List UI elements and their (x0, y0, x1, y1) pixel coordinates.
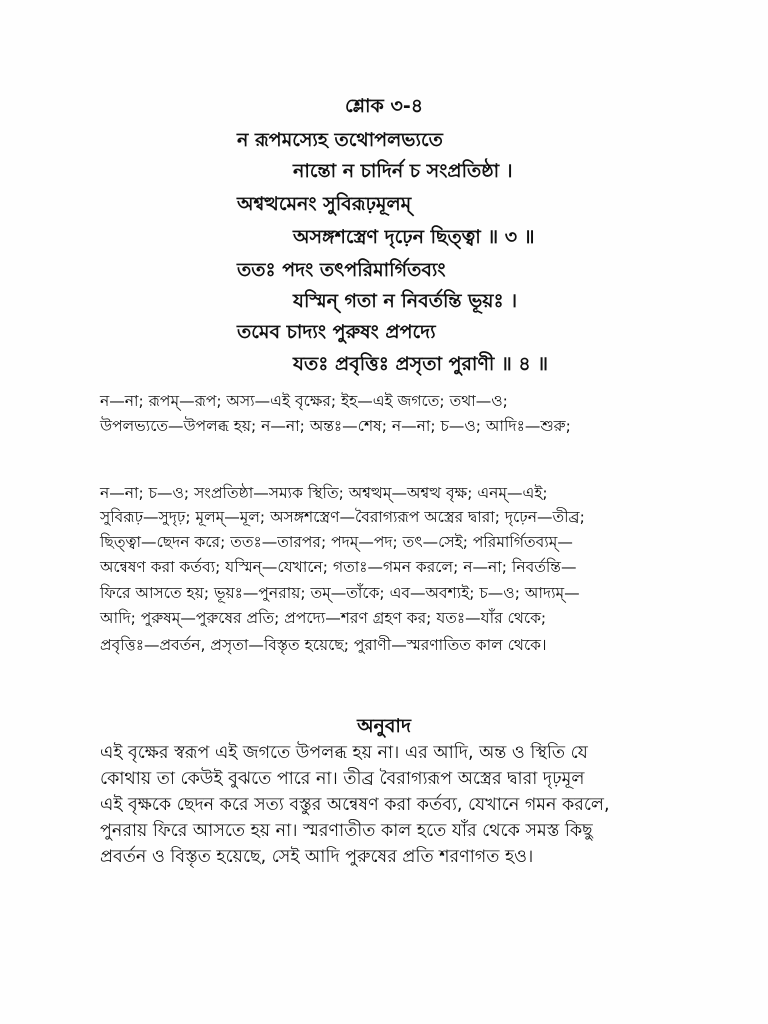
verse-line: নান্তো ন চাদির্ন চ সংপ্রতিষ্ঠা । (293, 160, 513, 182)
synonym-line: প্রবৃত্তিঃ—প্রবর্তন, প্রসৃতা—বিস্তৃত হয়েছে; পুরাণী—স্মরণাতিত কাল থেকে। (100, 636, 547, 654)
translation-title: অনুবাদ (357, 715, 411, 737)
verse-line: যস্মিন্ গতা ন নিবর্তন্তি ভূয়ঃ । (293, 290, 517, 312)
verse-line: অসঙ্গশস্ত্রেণ দৃঢ়েন ছিত্ত্বা ॥ ৩ ॥ (293, 226, 535, 248)
synonym-line: ছিত্ত্বা—ছেদন করে; ততঃ—তারপর; পদম্—পদ; তৎ—সেই; পরিমার্গিতব্যম্— (100, 533, 573, 551)
synonym-line: ন—না; চ—ও; সংপ্রতিষ্ঠা—সম্যক স্থিতি; অশ্বত্থম্—অশ্বত্থ বৃক্ষ; এনম্—এই; (100, 484, 548, 502)
translation-line: প্রবর্তন ও বিস্তৃত হয়েছে, সেই আদি পুরুষের প্রতি শরণাগত হও। (100, 847, 534, 867)
verse-line: ন রূপমস্যেহ তথোপলভ্যতে (237, 129, 443, 151)
verse-line: তমেব চাদ্যং পুরুষং প্রপদ্যে (237, 321, 436, 343)
verse-line: ততঃ পদং তৎপরিমার্গিতব্যং (237, 259, 446, 281)
verse-line: অশ্বত্থমেনং সুবিরূঢ়মূলম্ (237, 193, 412, 215)
translation-line: কোথায় তা কেউই বুঝতে পারে না। তীব্র বৈরাগ্যরূপ অস্ত্রের দ্বারা দৃঢ়মূল (100, 769, 585, 789)
synonym-line: উপলভ্যতে—উপলব্ধ হয়; ন—না; অন্তঃ—শেষ; ন—না; চ—ও; আদিঃ—শুরু; (100, 417, 571, 435)
translation-line: এই বৃক্ষের স্বরূপ এই জগতে উপলব্ধ হয় না। এর আদি, অন্ত ও স্থিতি যে (100, 743, 588, 763)
synonym-line: সুবিরূঢ়—সুদৃঢ়; মূলম্—মূল; অসঙ্গশস্ত্রেণ—বৈরাগ্যরূপ অস্ত্রের দ্বারা; দৃঢ়েন—তীব্র; (100, 508, 585, 526)
synonym-line: ন—না; রূপম্—রূপ; অস্য—এই বৃক্ষের; ইহ—এই জগতে; তথা—ও; (100, 392, 508, 410)
synonym-line: অন্বেষণ করা কর্তব্য; যস্মিন্—যেখানে; গতাঃ—গমন করলে; ন—না; নিবর্তন্তি— (100, 558, 577, 576)
verse-line: যতঃ প্রবৃত্তিঃ প্রসৃতা পুরাণী ॥ ৪ ॥ (293, 353, 549, 375)
translation-line: এই বৃক্ষকে ছেদন করে সত্য বস্তুর অন্বেষণ করা কর্তব্য, যেখানে গমন করলে, (100, 795, 610, 815)
verse-title: শ্লোক ৩-৪ (344, 95, 424, 117)
synonym-line: আদি; পুরুষম্—পুরুষের প্রতি; প্রপদ্যে—শরণ গ্রহণ কর; যতঃ—যাঁর থেকে; (100, 609, 547, 627)
synonym-line: ফিরে আসতে হয়; ভূয়ঃ—পুনরায়; তম্—তাঁকে; এব—অবশ্যই; চ—ও; আদ্যম্— (100, 584, 580, 602)
translation-line: পুনরায় ফিরে আসতে হয় না। স্মরণাতীত কাল হতে যাঁর থেকে সমস্ত কিছু (100, 821, 593, 841)
